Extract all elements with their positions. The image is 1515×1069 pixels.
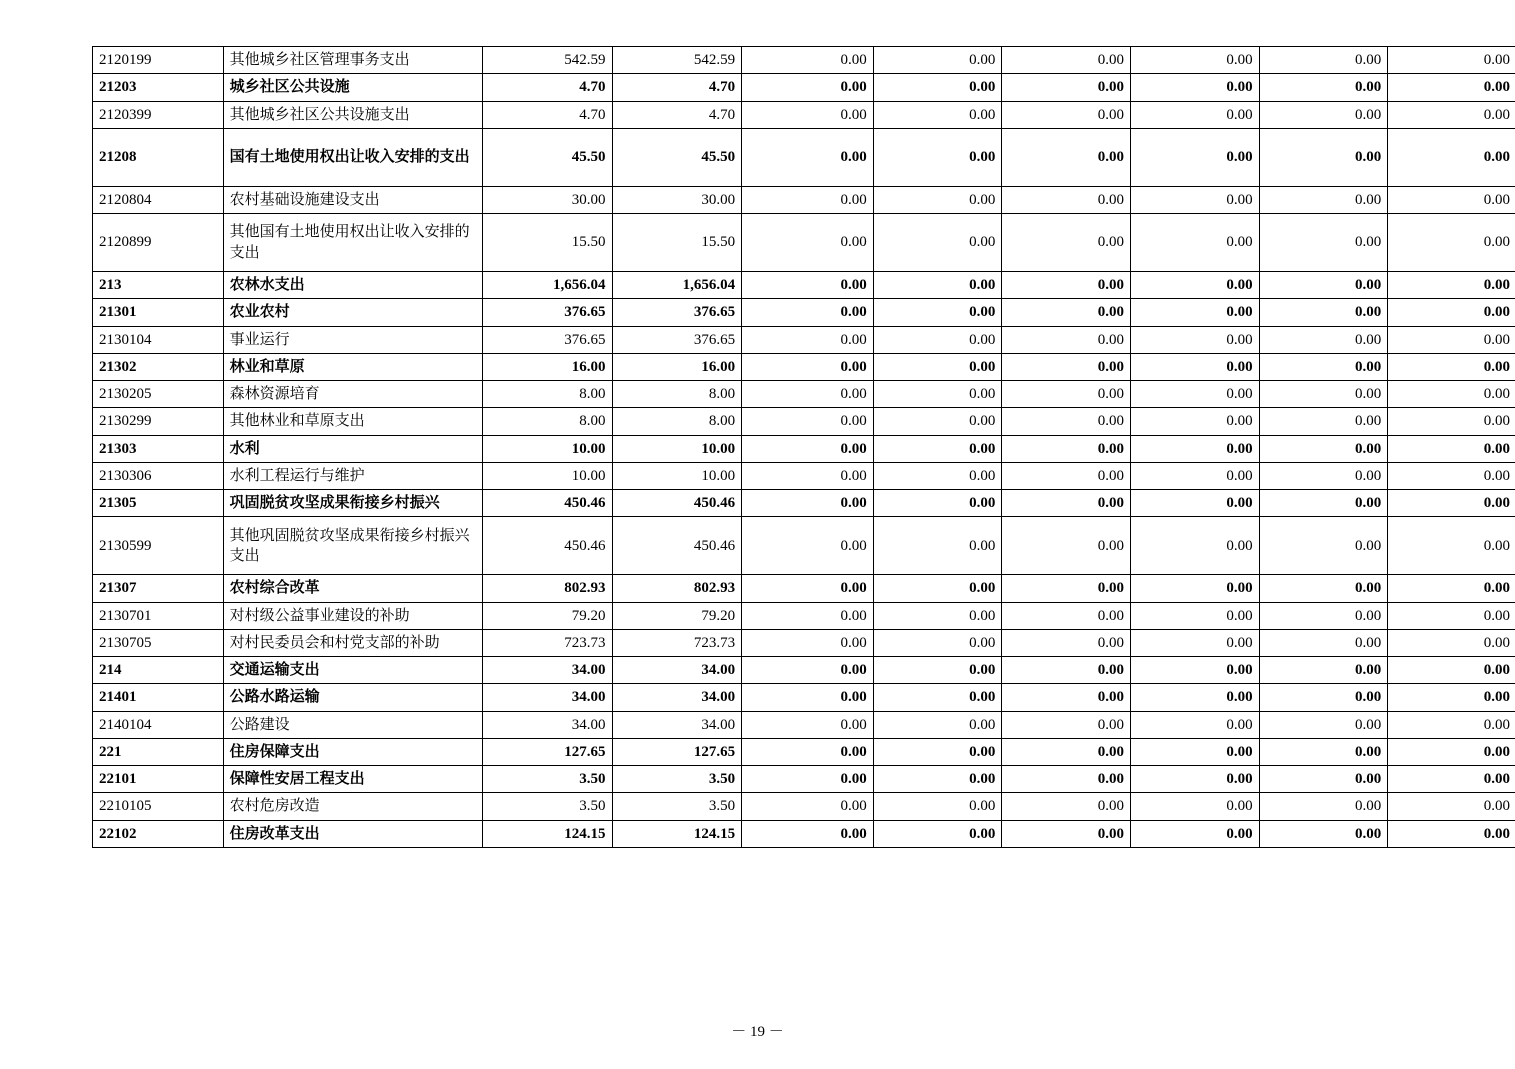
cell-value: 0.00 — [1131, 629, 1260, 656]
cell-item-name: 其他城乡社区公共设施支出 — [223, 101, 482, 128]
cell-code: 21203 — [93, 74, 224, 101]
cell-value: 0.00 — [1259, 490, 1388, 517]
cell-value: 0.00 — [873, 820, 1002, 847]
cell-value: 0.00 — [1388, 766, 1515, 793]
cell-value: 0.00 — [873, 793, 1002, 820]
table-row — [93, 186, 1515, 213]
table-row — [93, 602, 1515, 629]
cell-item-name: 其他林业和草原支出 — [223, 408, 482, 435]
cell-value: 0.00 — [742, 602, 874, 629]
table-row — [93, 381, 1515, 408]
cell-item-name: 其他巩固脱贫攻坚成果衔接乡村振兴支出 — [223, 517, 482, 575]
table-row — [93, 738, 1515, 765]
cell-value: 0.00 — [1259, 462, 1388, 489]
cell-value: 0.00 — [1131, 326, 1260, 353]
cell-item-name: 其他国有土地使用权出让收入安排的支出 — [223, 214, 482, 272]
cell-value: 0.00 — [873, 657, 1002, 684]
cell-value: 0.00 — [1259, 711, 1388, 738]
cell-value: 0.00 — [1388, 462, 1515, 489]
cell-value: 0.00 — [1259, 766, 1388, 793]
cell-value: 542.59 — [612, 47, 742, 74]
cell-code: 21303 — [93, 435, 224, 462]
cell-item-name: 农林水支出 — [223, 272, 482, 299]
cell-value: 0.00 — [1002, 408, 1131, 435]
cell-value: 0.00 — [1259, 435, 1388, 462]
cell-value: 0.00 — [1388, 657, 1515, 684]
cell-value: 0.00 — [1388, 186, 1515, 213]
cell-value: 124.15 — [612, 820, 742, 847]
cell-value: 0.00 — [873, 575, 1002, 602]
cell-value: 0.00 — [873, 326, 1002, 353]
cell-value: 0.00 — [742, 272, 874, 299]
cell-value: 0.00 — [873, 299, 1002, 326]
cell-item-name: 城乡社区公共设施 — [223, 74, 482, 101]
cell-value: 0.00 — [1002, 381, 1131, 408]
cell-value: 0.00 — [873, 272, 1002, 299]
cell-value: 1,656.04 — [612, 272, 742, 299]
cell-value: 0.00 — [1002, 47, 1131, 74]
cell-value: 0.00 — [1002, 793, 1131, 820]
table-row — [93, 793, 1515, 820]
table-row — [93, 326, 1515, 353]
cell-item-name: 林业和草原 — [223, 353, 482, 380]
cell-code: 21305 — [93, 490, 224, 517]
cell-value: 3.50 — [482, 766, 612, 793]
cell-value: 0.00 — [742, 381, 874, 408]
cell-value: 0.00 — [742, 326, 874, 353]
cell-value: 15.50 — [612, 214, 742, 272]
cell-value: 8.00 — [482, 408, 612, 435]
cell-value: 0.00 — [1388, 793, 1515, 820]
cell-value: 376.65 — [482, 326, 612, 353]
cell-value: 0.00 — [873, 381, 1002, 408]
cell-value: 0.00 — [873, 435, 1002, 462]
cell-value: 0.00 — [1388, 128, 1515, 186]
cell-value: 0.00 — [1002, 738, 1131, 765]
cell-value: 0.00 — [1259, 214, 1388, 272]
cell-value: 0.00 — [1131, 766, 1260, 793]
cell-value: 34.00 — [482, 684, 612, 711]
cell-value: 0.00 — [1131, 299, 1260, 326]
cell-item-name: 森林资源培育 — [223, 381, 482, 408]
cell-value: 0.00 — [1259, 820, 1388, 847]
cell-value: 450.46 — [482, 490, 612, 517]
cell-value: 802.93 — [482, 575, 612, 602]
cell-value: 0.00 — [1259, 408, 1388, 435]
table-row — [93, 517, 1515, 575]
cell-item-name: 公路水路运输 — [223, 684, 482, 711]
cell-value: 16.00 — [612, 353, 742, 380]
table-row — [93, 657, 1515, 684]
cell-value: 0.00 — [1002, 490, 1131, 517]
cell-value: 0.00 — [1131, 517, 1260, 575]
table-row — [93, 820, 1515, 847]
cell-item-name: 对村级公益事业建设的补助 — [223, 602, 482, 629]
cell-value: 16.00 — [482, 353, 612, 380]
cell-value: 0.00 — [742, 299, 874, 326]
cell-value: 450.46 — [482, 517, 612, 575]
cell-value: 0.00 — [1388, 684, 1515, 711]
cell-item-name: 巩固脱贫攻坚成果衔接乡村振兴 — [223, 490, 482, 517]
cell-item-name: 其他城乡社区管理事务支出 — [223, 47, 482, 74]
cell-value: 0.00 — [1259, 272, 1388, 299]
cell-item-name: 住房保障支出 — [223, 738, 482, 765]
cell-value: 0.00 — [742, 214, 874, 272]
cell-value: 0.00 — [873, 47, 1002, 74]
cell-value: 0.00 — [1131, 435, 1260, 462]
cell-value: 0.00 — [1259, 793, 1388, 820]
cell-item-name: 农村危房改造 — [223, 793, 482, 820]
cell-value: 0.00 — [742, 47, 874, 74]
cell-value: 0.00 — [873, 462, 1002, 489]
cell-value: 3.50 — [612, 766, 742, 793]
cell-item-name: 公路建设 — [223, 711, 482, 738]
cell-value: 0.00 — [1131, 462, 1260, 489]
cell-value: 0.00 — [1131, 575, 1260, 602]
cell-value: 0.00 — [1002, 326, 1131, 353]
cell-value: 0.00 — [1131, 186, 1260, 213]
cell-value: 10.00 — [612, 462, 742, 489]
cell-value: 0.00 — [1388, 353, 1515, 380]
cell-value: 4.70 — [612, 101, 742, 128]
cell-value: 0.00 — [742, 684, 874, 711]
cell-code: 221 — [93, 738, 224, 765]
cell-code: 2140104 — [93, 711, 224, 738]
cell-value: 0.00 — [1259, 101, 1388, 128]
cell-code: 2130701 — [93, 602, 224, 629]
cell-value: 1,656.04 — [482, 272, 612, 299]
cell-value: 8.00 — [482, 381, 612, 408]
cell-value: 0.00 — [1002, 214, 1131, 272]
cell-code: 22102 — [93, 820, 224, 847]
cell-code: 21208 — [93, 128, 224, 186]
cell-value: 0.00 — [1002, 186, 1131, 213]
cell-value: 0.00 — [1131, 74, 1260, 101]
cell-code: 2120804 — [93, 186, 224, 213]
cell-code: 21401 — [93, 684, 224, 711]
cell-value: 0.00 — [1259, 517, 1388, 575]
cell-value: 124.15 — [482, 820, 612, 847]
cell-item-name: 水利 — [223, 435, 482, 462]
cell-value: 0.00 — [873, 490, 1002, 517]
cell-value: 0.00 — [742, 575, 874, 602]
cell-code: 2130306 — [93, 462, 224, 489]
cell-value: 0.00 — [1002, 517, 1131, 575]
cell-value: 0.00 — [1131, 490, 1260, 517]
cell-value: 0.00 — [1259, 575, 1388, 602]
cell-value: 0.00 — [1131, 793, 1260, 820]
cell-value: 15.50 — [482, 214, 612, 272]
cell-item-name: 国有土地使用权出让收入安排的支出 — [223, 128, 482, 186]
cell-code: 2130705 — [93, 629, 224, 656]
cell-value: 0.00 — [873, 353, 1002, 380]
cell-value: 0.00 — [742, 711, 874, 738]
cell-item-name: 农村综合改革 — [223, 575, 482, 602]
page-number: － 19 － — [731, 1024, 784, 1040]
cell-value: 0.00 — [1131, 602, 1260, 629]
cell-value: 0.00 — [1259, 602, 1388, 629]
cell-value: 3.50 — [612, 793, 742, 820]
cell-value: 10.00 — [482, 435, 612, 462]
table-row — [93, 74, 1515, 101]
table-row — [93, 766, 1515, 793]
cell-value: 802.93 — [612, 575, 742, 602]
cell-value: 0.00 — [1002, 657, 1131, 684]
cell-value: 0.00 — [1131, 272, 1260, 299]
cell-value: 0.00 — [1388, 299, 1515, 326]
cell-value: 8.00 — [612, 381, 742, 408]
cell-item-name: 交通运输支出 — [223, 657, 482, 684]
table-row — [93, 299, 1515, 326]
cell-value: 0.00 — [873, 684, 1002, 711]
cell-value: 0.00 — [742, 101, 874, 128]
table-row — [93, 272, 1515, 299]
cell-item-name: 保障性安居工程支出 — [223, 766, 482, 793]
cell-item-name: 对村民委员会和村党支部的补助 — [223, 629, 482, 656]
cell-value: 34.00 — [612, 684, 742, 711]
cell-value: 0.00 — [742, 766, 874, 793]
table-row — [93, 128, 1515, 186]
cell-value: 0.00 — [742, 738, 874, 765]
cell-value: 0.00 — [742, 657, 874, 684]
cell-value: 0.00 — [1388, 738, 1515, 765]
cell-value: 376.65 — [612, 299, 742, 326]
cell-value: 0.00 — [873, 128, 1002, 186]
cell-value: 34.00 — [612, 657, 742, 684]
table-row — [93, 214, 1515, 272]
cell-value: 0.00 — [1388, 435, 1515, 462]
cell-value: 0.00 — [1131, 353, 1260, 380]
cell-value: 4.70 — [482, 74, 612, 101]
cell-value: 0.00 — [1002, 128, 1131, 186]
cell-value: 0.00 — [1388, 820, 1515, 847]
cell-value: 0.00 — [742, 353, 874, 380]
cell-value: 0.00 — [873, 517, 1002, 575]
cell-value: 0.00 — [1131, 408, 1260, 435]
cell-value: 0.00 — [1002, 272, 1131, 299]
cell-value: 0.00 — [1131, 711, 1260, 738]
cell-value: 34.00 — [482, 711, 612, 738]
cell-value: 0.00 — [1131, 381, 1260, 408]
table-row — [93, 462, 1515, 489]
cell-item-name: 水利工程运行与维护 — [223, 462, 482, 489]
cell-value: 450.46 — [612, 517, 742, 575]
cell-value: 10.00 — [612, 435, 742, 462]
cell-value: 0.00 — [742, 435, 874, 462]
cell-value: 0.00 — [1131, 128, 1260, 186]
cell-value: 0.00 — [1388, 711, 1515, 738]
cell-value: 8.00 — [612, 408, 742, 435]
cell-value: 4.70 — [482, 101, 612, 128]
cell-value: 0.00 — [1388, 47, 1515, 74]
cell-value: 450.46 — [612, 490, 742, 517]
cell-value: 0.00 — [873, 408, 1002, 435]
cell-value: 0.00 — [1002, 602, 1131, 629]
table-row — [93, 101, 1515, 128]
cell-code: 2130104 — [93, 326, 224, 353]
cell-code: 214 — [93, 657, 224, 684]
cell-value: 34.00 — [482, 657, 612, 684]
cell-value: 0.00 — [1259, 47, 1388, 74]
cell-value: 45.50 — [612, 128, 742, 186]
cell-value: 0.00 — [1388, 575, 1515, 602]
cell-value: 79.20 — [482, 602, 612, 629]
cell-value: 0.00 — [1002, 820, 1131, 847]
cell-value: 0.00 — [1388, 74, 1515, 101]
cell-value: 0.00 — [873, 602, 1002, 629]
cell-value: 0.00 — [1388, 381, 1515, 408]
table-row — [93, 684, 1515, 711]
cell-item-name: 住房改革支出 — [223, 820, 482, 847]
cell-value: 0.00 — [873, 101, 1002, 128]
cell-value: 0.00 — [1002, 101, 1131, 128]
cell-code: 22101 — [93, 766, 224, 793]
cell-item-name: 农村基础设施建设支出 — [223, 186, 482, 213]
cell-value: 0.00 — [1259, 326, 1388, 353]
cell-value: 0.00 — [1388, 629, 1515, 656]
cell-value: 127.65 — [482, 738, 612, 765]
cell-value: 0.00 — [873, 186, 1002, 213]
cell-value: 0.00 — [873, 738, 1002, 765]
cell-value: 0.00 — [742, 74, 874, 101]
cell-value: 0.00 — [1259, 381, 1388, 408]
table-row — [93, 408, 1515, 435]
cell-value: 34.00 — [612, 711, 742, 738]
cell-value: 0.00 — [1002, 684, 1131, 711]
table-row — [93, 711, 1515, 738]
cell-code: 2130599 — [93, 517, 224, 575]
cell-value: 0.00 — [742, 820, 874, 847]
cell-value: 0.00 — [742, 629, 874, 656]
cell-code: 2130205 — [93, 381, 224, 408]
cell-value: 0.00 — [1002, 299, 1131, 326]
table-row — [93, 353, 1515, 380]
cell-item-name: 事业运行 — [223, 326, 482, 353]
cell-code: 21307 — [93, 575, 224, 602]
cell-item-name: 农业农村 — [223, 299, 482, 326]
cell-value: 0.00 — [742, 128, 874, 186]
cell-value: 0.00 — [1002, 711, 1131, 738]
cell-value: 0.00 — [1388, 408, 1515, 435]
cell-value: 0.00 — [1131, 214, 1260, 272]
cell-value: 723.73 — [482, 629, 612, 656]
table-body — [93, 47, 1515, 848]
cell-value: 0.00 — [1388, 326, 1515, 353]
cell-code: 21301 — [93, 299, 224, 326]
cell-value: 0.00 — [1131, 684, 1260, 711]
cell-code: 213 — [93, 272, 224, 299]
cell-value: 30.00 — [482, 186, 612, 213]
cell-value: 0.00 — [742, 462, 874, 489]
cell-code: 21302 — [93, 353, 224, 380]
cell-code: 2210105 — [93, 793, 224, 820]
cell-value: 723.73 — [612, 629, 742, 656]
cell-code: 2120199 — [93, 47, 224, 74]
cell-value: 4.70 — [612, 74, 742, 101]
cell-value: 0.00 — [1388, 517, 1515, 575]
table-row — [93, 47, 1515, 74]
cell-value: 0.00 — [1259, 128, 1388, 186]
cell-value: 376.65 — [612, 326, 742, 353]
cell-value: 0.00 — [1131, 820, 1260, 847]
cell-value: 0.00 — [1259, 738, 1388, 765]
cell-value: 0.00 — [873, 214, 1002, 272]
table-row — [93, 435, 1515, 462]
cell-value: 0.00 — [1002, 766, 1131, 793]
cell-value: 0.00 — [1388, 602, 1515, 629]
cell-value: 0.00 — [1388, 214, 1515, 272]
cell-value: 0.00 — [1002, 462, 1131, 489]
cell-value: 0.00 — [742, 186, 874, 213]
cell-value: 0.00 — [873, 629, 1002, 656]
cell-value: 79.20 — [612, 602, 742, 629]
cell-value: 0.00 — [1002, 353, 1131, 380]
table-row — [93, 575, 1515, 602]
budget-expenditure-table — [92, 46, 1515, 848]
cell-value: 0.00 — [1002, 575, 1131, 602]
cell-value: 0.00 — [742, 793, 874, 820]
cell-code: 2120899 — [93, 214, 224, 272]
cell-value: 0.00 — [1002, 435, 1131, 462]
cell-value: 0.00 — [1131, 47, 1260, 74]
cell-value: 0.00 — [1259, 299, 1388, 326]
cell-value: 0.00 — [1259, 186, 1388, 213]
cell-value: 0.00 — [873, 711, 1002, 738]
cell-value: 0.00 — [742, 408, 874, 435]
cell-value: 0.00 — [1259, 657, 1388, 684]
cell-value: 30.00 — [612, 186, 742, 213]
cell-value: 0.00 — [873, 74, 1002, 101]
cell-value: 0.00 — [742, 517, 874, 575]
cell-value: 542.59 — [482, 47, 612, 74]
cell-value: 0.00 — [1388, 272, 1515, 299]
cell-value: 0.00 — [1002, 629, 1131, 656]
cell-value: 0.00 — [1259, 629, 1388, 656]
cell-code: 2130299 — [93, 408, 224, 435]
cell-code: 2120399 — [93, 101, 224, 128]
cell-value: 3.50 — [482, 793, 612, 820]
cell-value: 10.00 — [482, 462, 612, 489]
cell-value: 0.00 — [1259, 353, 1388, 380]
cell-value: 0.00 — [1388, 101, 1515, 128]
cell-value: 45.50 — [482, 128, 612, 186]
cell-value: 0.00 — [1259, 74, 1388, 101]
table-row — [93, 490, 1515, 517]
cell-value: 0.00 — [1131, 101, 1260, 128]
cell-value: 0.00 — [1259, 684, 1388, 711]
cell-value: 127.65 — [612, 738, 742, 765]
cell-value: 0.00 — [742, 490, 874, 517]
cell-value: 0.00 — [1388, 490, 1515, 517]
cell-value: 0.00 — [1131, 738, 1260, 765]
cell-value: 0.00 — [1131, 657, 1260, 684]
cell-value: 0.00 — [1002, 74, 1131, 101]
cell-value: 0.00 — [873, 766, 1002, 793]
cell-value: 376.65 — [482, 299, 612, 326]
table-row — [93, 629, 1515, 656]
